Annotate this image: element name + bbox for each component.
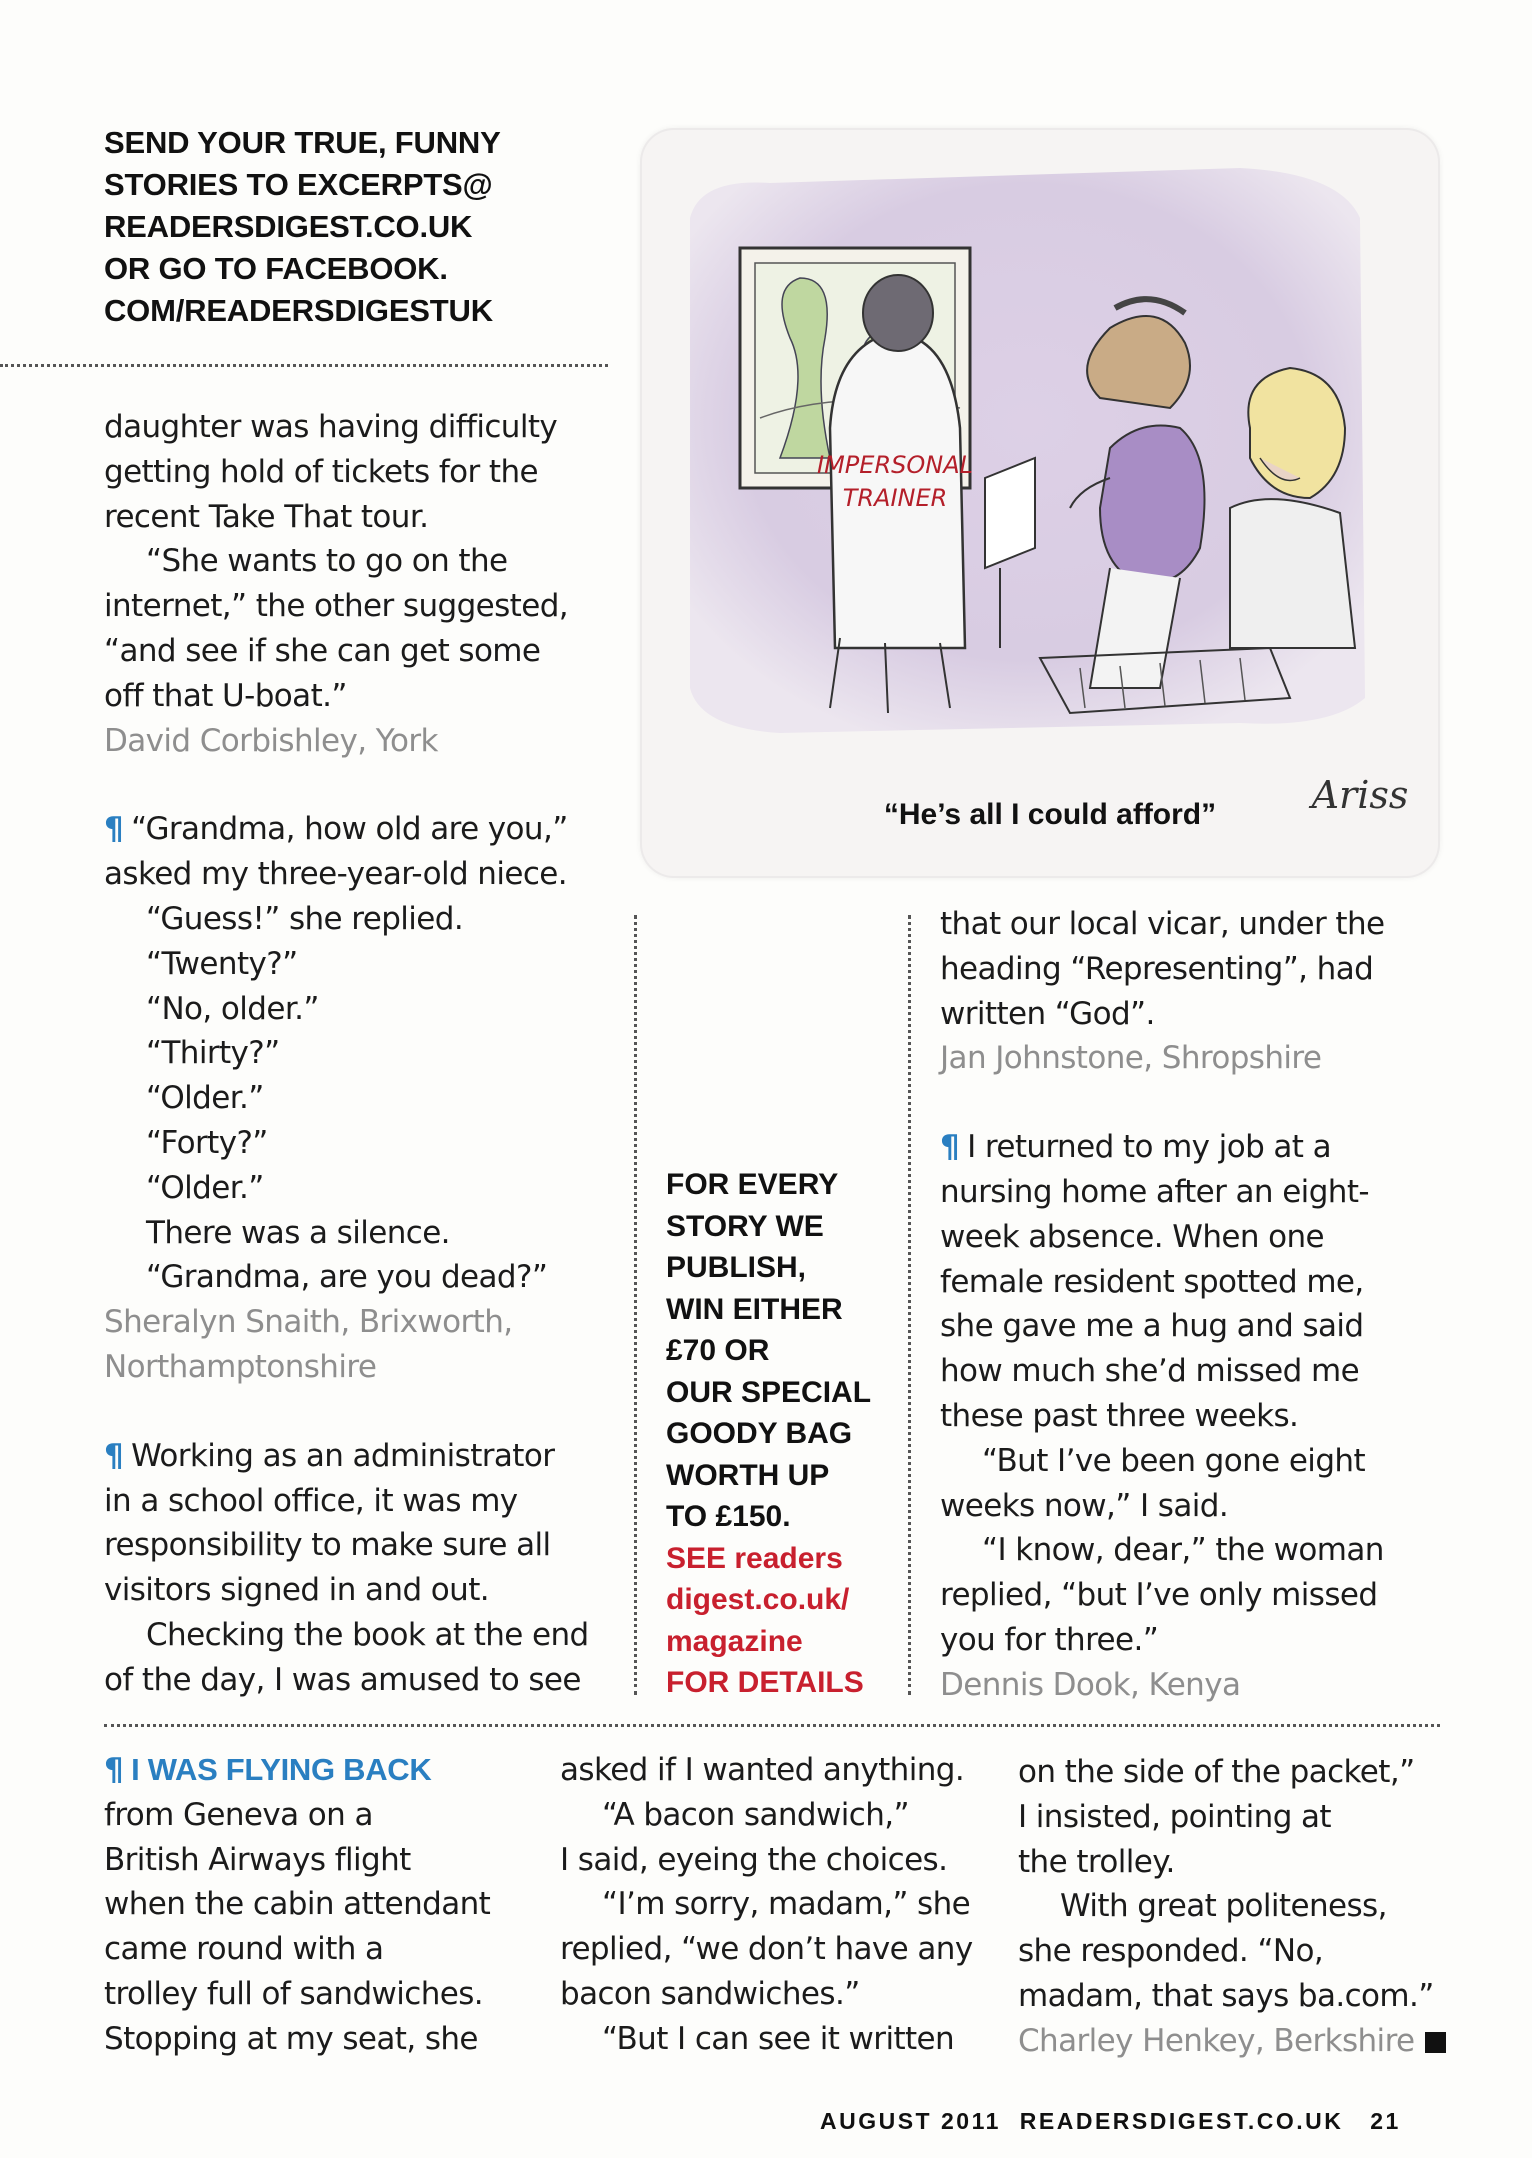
story-text: I returned to my job at a	[967, 1129, 1331, 1166]
story-line: visitors signed in and out.	[104, 1572, 489, 1609]
story-line	[104, 1434, 589, 1479]
story-credit: Northamptonshire	[104, 1348, 377, 1385]
story-line: Stopping at my seat, she	[104, 2020, 478, 2057]
competition-line: WIN EITHER	[666, 1292, 843, 1326]
story-line: off that U-boat.”	[104, 677, 347, 714]
story-line: you for three.”	[940, 1621, 1159, 1658]
story-headline: I WAS FLYING BACK	[131, 1752, 432, 1787]
shirt-text: TRAINER	[842, 484, 948, 512]
story-line: “But I can see it written	[602, 2020, 955, 2057]
story-line: “Guess!” she replied.	[146, 900, 464, 937]
promo-line: READERSDIGEST.CO.UK	[104, 209, 473, 244]
column-divider	[634, 915, 637, 1695]
story-credit: Charley Henkey, Berkshire	[1018, 2022, 1415, 2059]
story-line: of the day, I was amused to see	[104, 1661, 581, 1698]
story-line: on the side of the packet,”	[1018, 1754, 1415, 1790]
story-line: “I’m sorry, madam,” she	[602, 1886, 971, 1923]
competition-link[interactable]: magazine	[666, 1624, 803, 1658]
story-line: trolley full of sandwiches.	[104, 1975, 484, 2012]
competition-link[interactable]: FOR DETAILS	[666, 1666, 864, 1699]
story-line: replied, “but I’ve only missed	[940, 1577, 1378, 1614]
story-line: “Forty?”	[146, 1124, 268, 1161]
paragraph-mark-icon: ¶	[104, 811, 124, 848]
story-line	[104, 1748, 490, 1793]
story-line: “and see if she can get some	[104, 632, 541, 669]
story-line: “A bacon sandwich,”	[602, 1796, 909, 1833]
story-column-right	[940, 902, 1384, 1708]
story-line: madam, that says ba.com.”	[1018, 1977, 1434, 2014]
end-mark-icon	[1425, 2032, 1446, 2053]
cartoon-illustration	[640, 128, 1440, 878]
story-line: “I know, dear,” the woman	[982, 1532, 1384, 1569]
story-line: that our local vicar, under the	[940, 906, 1385, 942]
story-column-left	[104, 405, 589, 1703]
story-line: “She wants to go on the	[146, 543, 508, 580]
story-bottom-col3	[1018, 1750, 1446, 2064]
promo-line: SEND YOUR TRUE, FUNNY	[104, 125, 501, 160]
story-line: “Thirty?”	[146, 1035, 280, 1072]
competition-line: OUR SPECIAL	[666, 1375, 872, 1409]
story-line: in a school office, it was my	[104, 1482, 518, 1519]
story-credit: Dennis Dook, Kenya	[940, 1666, 1241, 1703]
footer-month: AUGUST 2011	[820, 2108, 1001, 2134]
story-line: written “God”.	[940, 995, 1155, 1032]
story-text: Working as an administrator	[131, 1437, 555, 1474]
story-line: I said, eyeing the choices.	[560, 1841, 948, 1878]
story-line: week absence. When one	[940, 1218, 1325, 1255]
competition-line: TO £150.	[666, 1500, 791, 1533]
competition-line: £70 OR	[666, 1334, 770, 1367]
story-line: asked if I wanted anything.	[560, 1752, 965, 1788]
paragraph-mark-icon: ¶	[940, 1129, 960, 1166]
story-line: With great politeness,	[1060, 1888, 1387, 1925]
section-divider	[104, 1724, 1440, 1727]
competition-line: WORTH UP	[666, 1458, 830, 1492]
footer-site[interactable]: READERSDIGEST.CO.UK	[1019, 2108, 1344, 2134]
promo-line: STORIES TO EXCERPTS@	[104, 167, 493, 202]
cartoon-caption: “He’s all I could afford”	[883, 798, 1217, 831]
story-line: daughter was having difficulty	[104, 409, 558, 445]
page-number: 21	[1370, 2108, 1401, 2134]
promo-divider	[0, 364, 608, 367]
story-line: heading “Representing”, had	[940, 950, 1374, 987]
page-footer	[820, 2108, 1445, 2135]
story-line: getting hold of tickets for the	[104, 453, 538, 490]
promo-line: OR GO TO FACEBOOK.	[104, 251, 448, 286]
story-line: responsibility to make sure all	[104, 1527, 551, 1564]
story-line: Checking the book at the end	[146, 1616, 589, 1653]
competition-link[interactable]: digest.co.uk/	[666, 1583, 850, 1616]
competition-link[interactable]: SEE readers	[666, 1541, 843, 1575]
story-credit: David Corbishley, York	[104, 722, 438, 759]
story-line	[940, 1125, 1384, 1170]
story-bottom-col2	[560, 1748, 973, 2062]
story-line: I insisted, pointing at	[1018, 1798, 1331, 1835]
competition-notice	[666, 1164, 896, 1704]
cartoon-signature: Ariss	[1311, 773, 1409, 817]
story-line: “Grandma, are you dead?”	[146, 1259, 548, 1296]
story-line: replied, “we don’t have any	[560, 1931, 973, 1968]
story-line: recent Take That tour.	[104, 498, 429, 535]
story-line: the trolley.	[1018, 1843, 1175, 1880]
story-line: internet,” the other suggested,	[104, 588, 569, 625]
paragraph-mark-icon: ¶	[104, 1752, 124, 1788]
story-line: “But I’ve been gone eight	[982, 1442, 1366, 1479]
story-credit: Jan Johnstone, Shropshire	[940, 1040, 1322, 1077]
story-line: these past three weeks.	[940, 1397, 1299, 1434]
story-line: came round with a	[104, 1931, 384, 1968]
story-line: female resident spotted me,	[940, 1263, 1364, 1300]
competition-line: PUBLISH,	[666, 1251, 807, 1284]
competition-line: FOR EVERY	[666, 1168, 839, 1201]
story-line: “Twenty?”	[146, 945, 298, 982]
column-divider	[908, 915, 911, 1695]
story-line: nursing home after an eight-	[940, 1173, 1369, 1210]
story-line: from Geneva on a	[104, 1796, 373, 1833]
story-line: weeks now,” I said.	[940, 1487, 1229, 1524]
story-line: British Airways flight	[104, 1841, 411, 1878]
story-line: asked my three-year-old niece.	[104, 856, 567, 893]
competition-line: GOODY BAG	[666, 1417, 853, 1450]
paragraph-mark-icon: ¶	[104, 1437, 124, 1474]
story-line	[104, 807, 589, 852]
promo-line: COM/READERSDIGESTUK	[104, 293, 493, 328]
story-line: “No, older.”	[146, 990, 319, 1027]
story-line: she responded. “No,	[1018, 1933, 1324, 1970]
shirt-text: IMPERSONAL	[817, 451, 973, 479]
story-line: how much she’d missed me	[940, 1353, 1360, 1390]
story-line: “Older.”	[146, 1080, 264, 1117]
story-text: “Grandma, how old are you,”	[131, 811, 568, 848]
story-line: “Older.”	[146, 1169, 264, 1206]
story-line: she gave me a hug and said	[940, 1308, 1364, 1345]
competition-line: STORY WE	[666, 1209, 824, 1243]
submission-promo	[104, 122, 584, 332]
story-credit: Sheralyn Snaith, Brixworth,	[104, 1304, 513, 1341]
story-line: when the cabin attendant	[104, 1886, 491, 1923]
cartoon-frame	[640, 128, 1440, 878]
story-line: There was a silence.	[146, 1214, 450, 1251]
story-line: bacon sandwiches.”	[560, 1975, 860, 2012]
story-bottom-col1	[104, 1748, 490, 2062]
